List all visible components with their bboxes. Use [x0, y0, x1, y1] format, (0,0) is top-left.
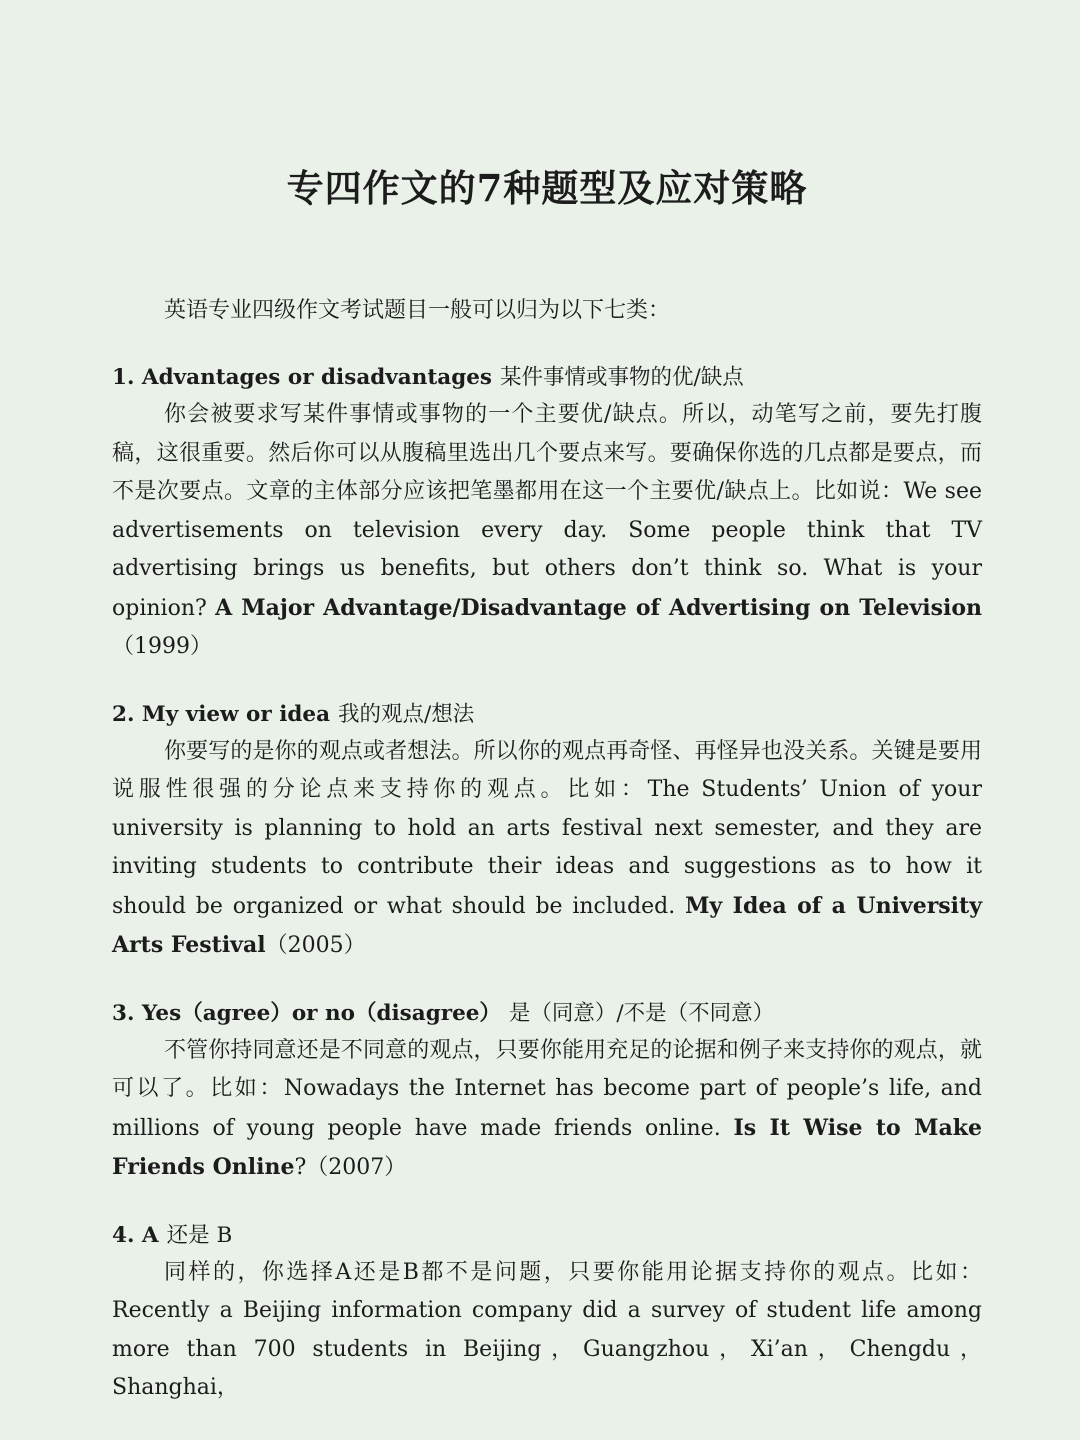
- section-body: [112, 396, 982, 667]
- section-body: [112, 1254, 982, 1408]
- example-year: （1999）: [112, 634, 212, 659]
- section-body-text: 不管你持同意还是不同意的观点，只要你能用充足的论据和例子来支持你的观点，就可以了。比如：Nowadays the Internet has become part of people’s life, and millions of young people have made friends online.: [112, 1037, 982, 1141]
- section-heading-zh: 还是 B: [166, 1222, 233, 1248]
- section-3: [112, 996, 982, 1188]
- section-heading-en: 2. My view or idea: [112, 701, 331, 727]
- example-year: ?（2007）: [294, 1155, 407, 1180]
- section-heading: [112, 360, 982, 396]
- example-title: My Idea of a University Arts Festival: [112, 892, 982, 958]
- section-body-text: 同样的，你选择A还是B都不是问题，只要你能用论据支持你的观点。比如：Recently a Beijing information company did a survey of student life among more than 700 students in Beijing，Guangzhou，Xi’an，Chengdu，Shanghai，: [112, 1259, 982, 1400]
- section-body-text: 你要写的是你的观点或者想法。所以你的观点再奇怪、再怪异也没关系。关键是要用说服性很强的分论点来支持你的观点。比如：The Students’ Union of your university is planning to hold an arts festival next semester, and they are inviting students to contribute their ideas and suggestions as to how it should be organized or what should be included.: [112, 738, 982, 919]
- section-heading: [112, 1218, 982, 1254]
- section-1: [112, 360, 982, 667]
- section-4: [112, 1218, 982, 1408]
- section-heading-zh: 我的观点/想法: [338, 701, 475, 727]
- page-title: 专四作文的7种题型及应对策略: [286, 166, 808, 210]
- intro-paragraph: 英语专业四级作文考试题目一般可以归为以下七类：: [164, 298, 671, 323]
- section-heading-zh: 是（同意）/不是（不同意）: [508, 1000, 775, 1026]
- section-heading-en: 3. Yes（agree）or no（disagree）: [112, 1000, 501, 1026]
- section-heading-en: 4. A: [112, 1222, 159, 1248]
- section-heading: [112, 996, 982, 1032]
- section-heading-en: 1. Advantages or disadvantages: [112, 365, 493, 390]
- section-body: [112, 733, 982, 966]
- section-heading-zh: 某件事情或事物的优/缺点: [500, 365, 744, 390]
- example-title: Is It Wise to Make Friends Online: [112, 1114, 983, 1180]
- example-year: （2005）: [265, 933, 366, 958]
- section-body: [112, 1032, 982, 1188]
- section-body-text: 你会被要求写某件事情或事物的一个主要优/缺点。所以，动笔写之前，要先打腹稿，这很重要。然后你可以从腹稿里选出几个要点来写。要确保你选的几点都是要点，而不是次要点。文章的主体部分应该把笔墨都用在这一个主要优/缺点上。比如说：We see advertisements on television every day. Some people think that TV advertising brings us benefits, but others don’t think so. What is your opinion?: [112, 402, 982, 621]
- section-2: [112, 697, 982, 966]
- section-heading: [112, 697, 982, 733]
- example-title: A Major Advantage/Disadvantage of Advertising on Television: [215, 594, 982, 621]
